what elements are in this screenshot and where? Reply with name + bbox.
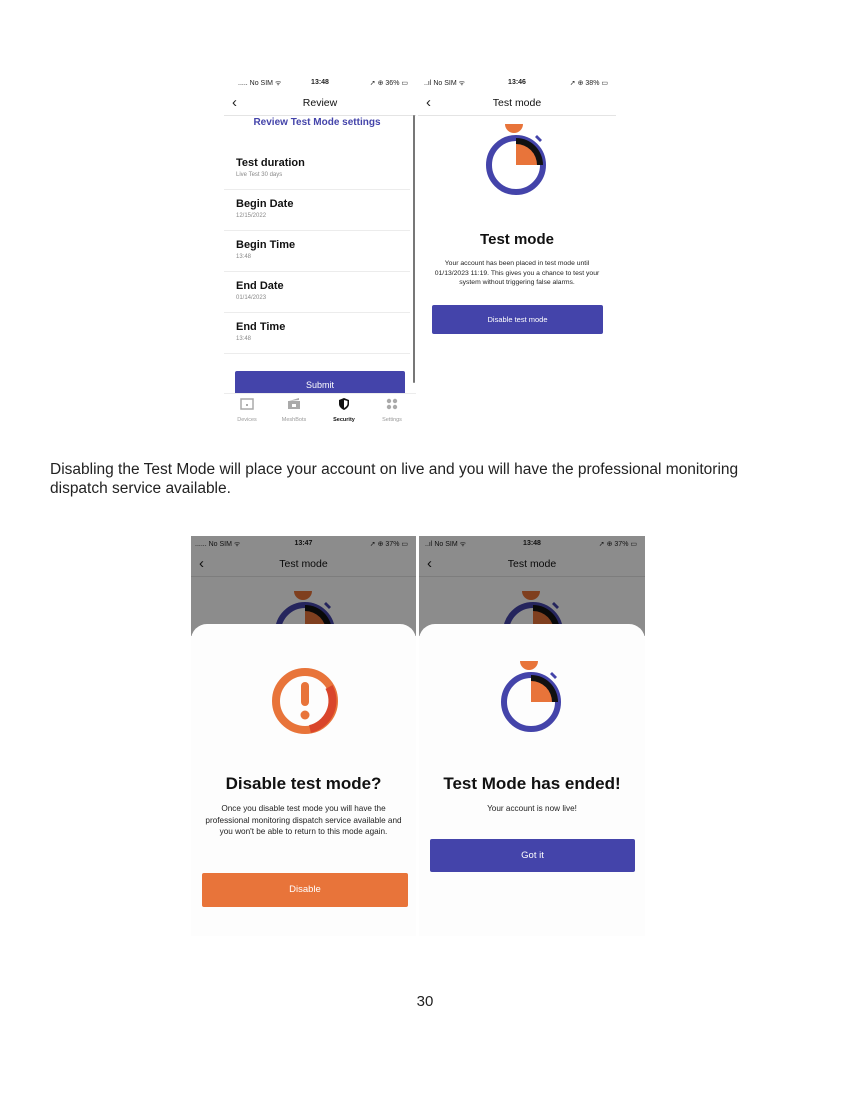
tab-label: Security <box>333 417 355 423</box>
nav-title: Test mode <box>279 558 328 570</box>
status-bar <box>418 75 616 93</box>
carrier-label: ..ıl No SIM ᯤ <box>425 541 467 548</box>
stopwatch-icon <box>497 658 567 734</box>
page-number: 30 <box>416 993 434 1010</box>
status-time: 13:47 <box>294 540 313 547</box>
setting-value: 13:48 <box>236 254 252 260</box>
test-mode-description: Your account has been placed in test mode until 01/13/2023 11:19. This gives you a chance to test your system without triggering false alarms. <box>434 260 600 286</box>
tab-label: Devices <box>237 417 257 423</box>
review-screen <box>224 75 416 425</box>
battery-indicator: ➚ ⊕ 37% ▭ <box>598 541 637 548</box>
status-time: 13:46 <box>508 79 526 86</box>
test-mode-heading: Test mode <box>480 231 554 248</box>
setting-row-begin-date[interactable] <box>224 189 410 231</box>
body-paragraph: Disabling the Test Mode will place your account on live and you will have the professional monitoring dispatch service available. <box>50 461 739 497</box>
nav-bar <box>224 93 416 116</box>
disable-heading: Disable test mode? <box>225 774 382 793</box>
carrier-label: ...... No SIM ᯤ <box>195 541 241 548</box>
stopwatch-icon <box>482 121 552 197</box>
back-arrow-icon[interactable]: ‹ <box>427 555 432 572</box>
nav-title: Test mode <box>492 97 542 109</box>
bottom-sheet <box>191 624 416 936</box>
test-mode-ended-screen <box>419 536 645 936</box>
security-shield-icon <box>338 398 350 410</box>
nav-title: Test mode <box>507 558 557 570</box>
setting-row-end-time[interactable] <box>224 312 410 354</box>
setting-label: End Date <box>236 280 284 292</box>
tab-devices[interactable] <box>227 397 267 423</box>
setting-row-begin-time[interactable] <box>224 230 410 272</box>
devices-icon <box>240 398 254 410</box>
setting-value: 12/15/2022 <box>236 213 267 219</box>
setting-row-end-date[interactable] <box>224 271 410 313</box>
review-heading: Review Test Mode settings <box>253 117 381 128</box>
scrollbar[interactable] <box>413 115 415 383</box>
setting-value: 01/14/2023 <box>236 295 267 301</box>
submit-button[interactable]: Submit <box>235 371 405 397</box>
meshbots-icon <box>287 398 301 410</box>
setting-value: Live Test 30 days <box>236 172 283 178</box>
disable-button[interactable]: Disable <box>202 873 408 907</box>
modal-backdrop[interactable] <box>419 536 645 636</box>
carrier-label: ..ıl No SIM ᯤ <box>424 80 466 87</box>
battery-indicator: ➚ ⊕ 38% ▭ <box>569 80 608 87</box>
status-bar <box>224 75 416 93</box>
tab-meshbots[interactable] <box>274 397 314 423</box>
disable-test-mode-button[interactable]: Disable test mode <box>432 305 603 334</box>
back-arrow-icon[interactable]: ‹ <box>232 94 237 111</box>
setting-row-test-duration[interactable] <box>224 148 410 190</box>
battery-indicator: ➚ ⊕ 36% ▭ <box>369 80 408 87</box>
alert-exclamation-icon <box>270 666 340 736</box>
settings-grid-icon <box>385 398 399 410</box>
nav-bar <box>418 93 616 116</box>
modal-backdrop[interactable] <box>191 536 416 636</box>
tab-bar <box>224 393 416 425</box>
status-time: 13:48 <box>523 540 541 547</box>
carrier-label: ..... No SIM ᯤ <box>238 80 282 87</box>
bottom-sheet <box>419 624 645 936</box>
ended-heading: Test Mode has ended! <box>443 774 621 793</box>
setting-label: Test duration <box>236 157 305 169</box>
test-mode-screen <box>418 75 616 425</box>
status-time: 13:48 <box>311 79 329 86</box>
setting-label: End Time <box>236 321 286 333</box>
tab-label: Settings <box>382 417 402 423</box>
setting-label: Begin Time <box>236 239 296 251</box>
back-arrow-icon[interactable]: ‹ <box>199 555 204 572</box>
tab-settings[interactable] <box>372 397 412 423</box>
nav-title: Review <box>302 97 338 109</box>
tab-label: MeshBots <box>281 417 307 423</box>
back-arrow-icon[interactable]: ‹ <box>426 94 431 111</box>
tab-security[interactable] <box>324 397 364 423</box>
got-it-button[interactable]: Got it <box>430 839 635 872</box>
disable-description: Once you disable test mode you will have the professional monitoring dispatch service available and you won't be able to return to this mode again. <box>205 804 402 836</box>
battery-indicator: ➚ ⊕ 37% ▭ <box>369 541 408 548</box>
setting-label: Begin Date <box>236 198 294 210</box>
ended-description: Your account is now live! <box>487 804 577 813</box>
disable-confirm-screen <box>191 536 416 936</box>
setting-value: 13:48 <box>236 336 252 342</box>
